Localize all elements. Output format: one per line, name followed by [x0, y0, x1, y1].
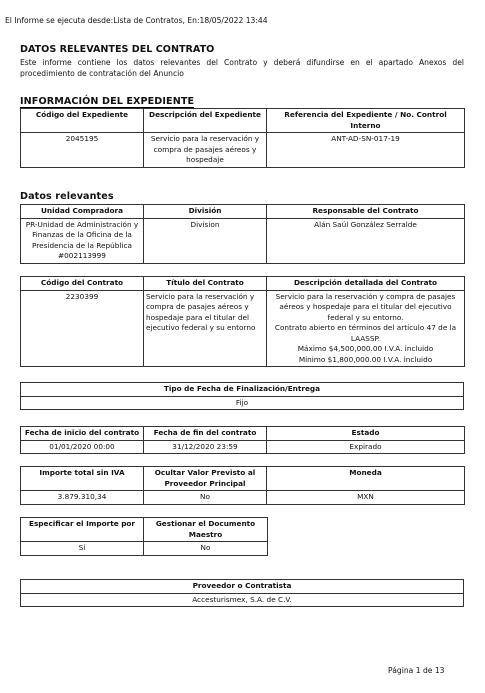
- cell-codigo-contrato: 2230399: [21, 290, 144, 367]
- report-run-info: El Informe se ejecuta desde:Lista de Contratos, En:18/05/2022 13:44: [5, 16, 268, 25]
- monto-maximo: Máximo $4,500,000.00 I.V.A. incluido: [297, 344, 434, 353]
- descripcion-text: Servicio para la reservación y compra de pasajes aéreos y hospedaje para el titular del ejecutivo federal y su entorno.: [275, 291, 456, 322]
- page-number: Página 1 de 13: [388, 666, 445, 675]
- section-title-relevantes: Datos relevantes: [20, 191, 114, 202]
- table-header-row: [21, 427, 465, 441]
- cell-proveedor: Accesturismex, S.A. de C.V.: [21, 593, 464, 607]
- header-documento-maestro: Gestionar el Documento Maestro: [144, 518, 268, 542]
- header-proveedor: Proveedor o Contratista: [21, 580, 464, 594]
- monto-minimo: Mínimo $1,800,000.00 I.V.A. incluido: [298, 354, 433, 364]
- cell-importe: 3.879.310,34: [21, 491, 144, 505]
- cell-descripcion-expediente: Servicio para la reservación y compra de pasajes aéreos y hospedaje: [144, 133, 267, 168]
- cell-moneda: MXN: [267, 491, 465, 505]
- table-row: [21, 133, 465, 168]
- cell-fecha-fin: 31/12/2020 23:59: [144, 440, 267, 454]
- header-division: División: [144, 205, 267, 219]
- contrato-table: [20, 276, 465, 367]
- table-header-row: [21, 277, 465, 291]
- cell-titulo-contrato: Servicio para la reservación y compra de pasajes aéreos y hospedaje para el titular del ejecutivo federal y su entorno: [144, 290, 267, 367]
- descripcion-articulo: Contrato abierto en términos del artículo 47 de la LAASSP.: [274, 323, 457, 343]
- table-row: [21, 593, 464, 607]
- header-descripcion-contrato: Descripción detallada del Contrato: [267, 277, 465, 291]
- cell-estado: Expirado: [267, 440, 465, 454]
- cell-unidad-compradora: PR-Unidad de Administración y Finanzas de la Oficina de la Presidencia de la República #002113999: [21, 218, 144, 263]
- table-row: [21, 290, 465, 367]
- header-importe: Importe total sin IVA: [21, 467, 144, 491]
- header-titulo-contrato: Título del Contrato: [144, 277, 267, 291]
- header-referencia-expediente: Referencia del Expediente / No. Control Interno: [267, 109, 465, 133]
- especificar-table: [20, 517, 268, 556]
- header-codigo-expediente: Código del Expediente: [21, 109, 144, 133]
- importe-table: [20, 466, 465, 505]
- header-estado: Estado: [267, 427, 465, 441]
- table-row: [21, 491, 465, 505]
- header-ocultar-valor: Ocultar Valor Previsto al Proveedor Principal: [144, 467, 267, 491]
- header-responsable: Responsable del Contrato: [267, 205, 465, 219]
- table-header-row: [21, 109, 465, 133]
- table-header-row: [21, 205, 465, 219]
- document-intro: Este informe contiene los datos relevantes del Contrato y deberá difundirse en el apartado Anexos del procedimiento de contratación del Anuncio: [20, 58, 464, 78]
- expediente-table: [20, 108, 465, 168]
- proveedor-table: [20, 579, 464, 607]
- unidad-table: [20, 204, 465, 264]
- cell-especificar-importe: Sí: [21, 542, 144, 556]
- tipo-fecha-table: [20, 382, 464, 410]
- table-row: [21, 542, 268, 556]
- table-header-row: [21, 518, 268, 542]
- document-title: DATOS RELEVANTES DEL CONTRATO: [20, 44, 215, 55]
- table-header-row: [21, 467, 465, 491]
- table-row: [21, 218, 465, 263]
- cell-division: Division: [144, 218, 267, 263]
- cell-descripcion-contrato: [267, 290, 465, 367]
- table-row: [21, 396, 464, 410]
- header-fecha-inicio: Fecha de inicio del contrato: [21, 427, 144, 441]
- header-especificar-importe: Especificar el Importe por: [21, 518, 144, 542]
- header-fecha-fin: Fecha de fin del contrato: [144, 427, 267, 441]
- cell-documento-maestro: No: [144, 542, 268, 556]
- header-codigo-contrato: Código del Contrato: [21, 277, 144, 291]
- header-unidad-compradora: Unidad Compradora: [21, 205, 144, 219]
- cell-ocultar-valor: No: [144, 491, 267, 505]
- cell-referencia-expediente: ANT-AD-SN-017-19: [267, 133, 465, 168]
- table-header-row: [21, 383, 464, 397]
- cell-fecha-inicio: 01/01/2020 00:00: [21, 440, 144, 454]
- header-tipo-fecha: Tipo de Fecha de Finalización/Entrega: [21, 383, 464, 397]
- header-moneda: Moneda: [267, 467, 465, 491]
- cell-codigo-expediente: 2045195: [21, 133, 144, 168]
- table-row: [21, 440, 465, 454]
- cell-tipo-fecha: Fijo: [21, 396, 464, 410]
- header-descripcion-expediente: Descripción del Expediente: [144, 109, 267, 133]
- section-title-expediente: INFORMACIÓN DEL EXPEDIENTE: [20, 96, 195, 107]
- fechas-table: [20, 426, 465, 454]
- cell-responsable: Alán Saúl González Serralde: [267, 218, 465, 263]
- table-header-row: [21, 580, 464, 594]
